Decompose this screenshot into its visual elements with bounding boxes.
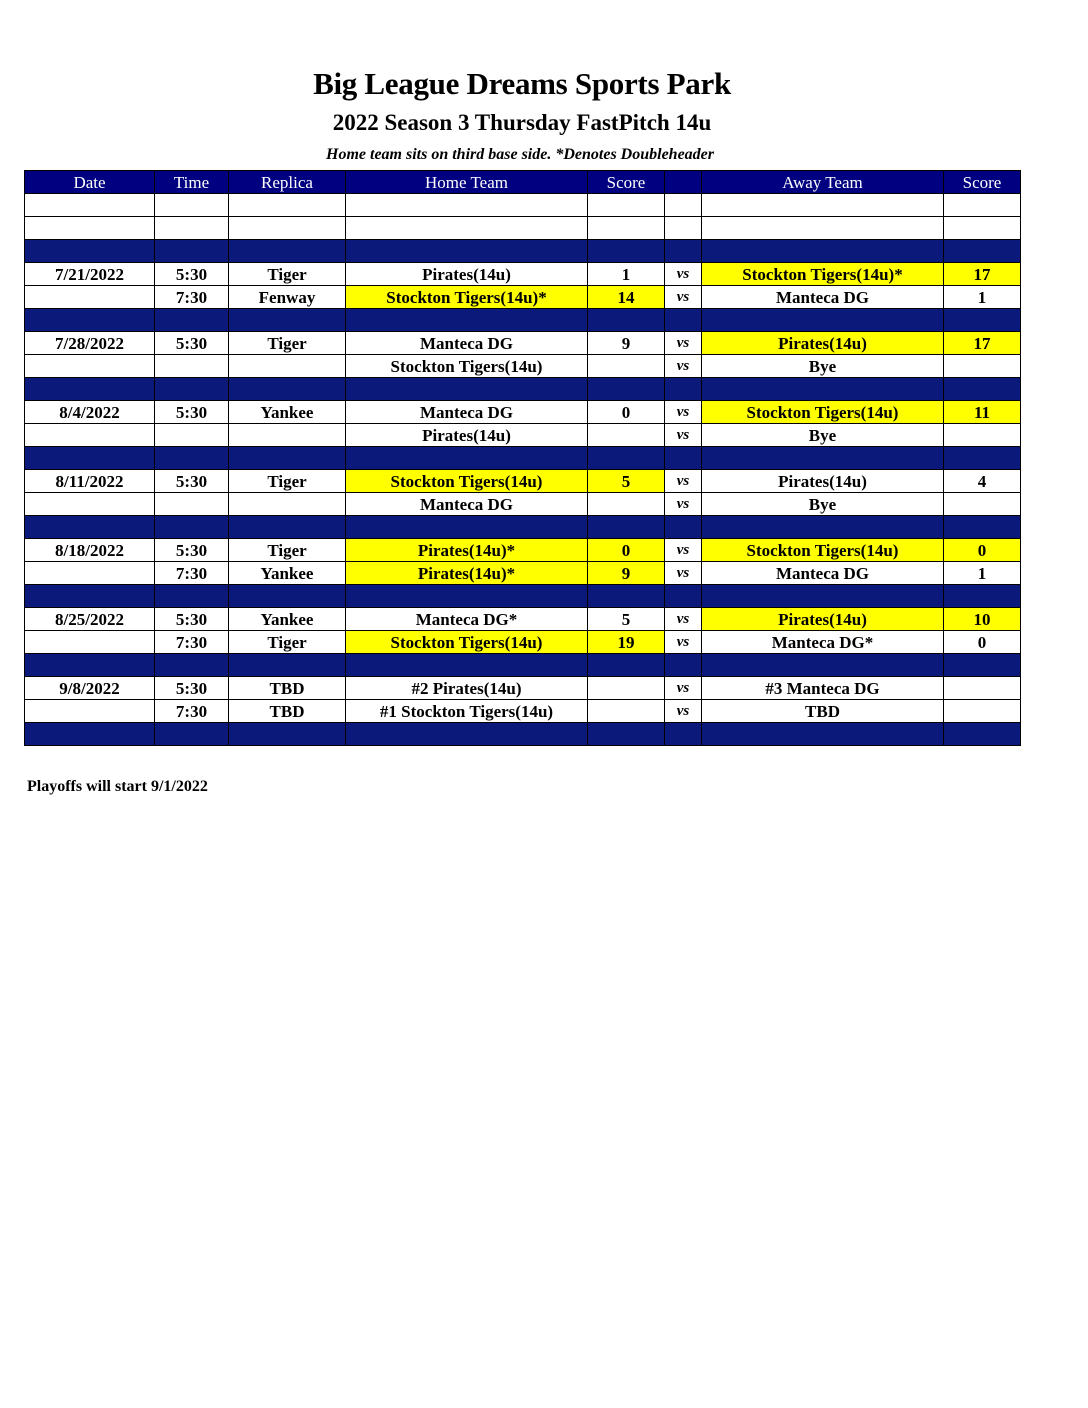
date-cell: 8/25/2022 [25,608,155,631]
separator-cell [588,309,665,332]
away-score-cell: 17 [944,263,1021,286]
date-cell [25,562,155,585]
separator-cell [944,378,1021,401]
time-cell: 7:30 [155,700,229,723]
separator-cell [229,309,346,332]
table-row [25,286,1021,309]
home-team-cell: Pirates(14u)* [346,539,588,562]
separator-cell [944,516,1021,539]
separator-cell [702,447,944,470]
separator-cell [229,516,346,539]
home-team-cell: Manteca DG [346,401,588,424]
separator-cell [229,654,346,677]
separator-cell [25,585,155,608]
replica-cell [229,194,346,217]
header-time: Time [155,171,229,194]
home-team-cell: Pirates(14u)* [346,562,588,585]
away-team-cell: Manteca DG [702,562,944,585]
separator-cell [588,585,665,608]
home-score-cell: 14 [588,286,665,309]
page-subtitle: 2022 Season 3 Thursday FastPitch 14u [332,110,712,135]
home-team-cell: Stockton Tigers(14u)* [346,286,588,309]
separator-cell [25,654,155,677]
home-score-cell [588,217,665,240]
away-score-cell [944,355,1021,378]
vs-cell: vs [665,332,702,355]
separator-row [25,654,1021,677]
header-vs [665,171,702,194]
separator-cell [665,723,702,746]
separator-cell [229,585,346,608]
separator-cell [346,654,588,677]
separator-cell [665,516,702,539]
time-cell [155,493,229,516]
home-score-cell: 0 [588,539,665,562]
date-cell: 8/18/2022 [25,539,155,562]
date-cell [25,424,155,447]
home-team-cell: Stockton Tigers(14u) [346,470,588,493]
separator-row [25,378,1021,401]
away-team-cell: Stockton Tigers(14u)* [702,263,944,286]
away-team-cell: Bye [702,493,944,516]
schedule-table [24,170,1021,746]
home-team-cell: Pirates(14u) [346,424,588,447]
header-away-score: Score [944,171,1021,194]
separator-cell [944,723,1021,746]
header-row [25,171,1021,194]
home-score-cell: 9 [588,562,665,585]
replica-cell: Tiger [229,470,346,493]
home-team-cell [346,194,588,217]
date-cell: 9/8/2022 [25,677,155,700]
vs-cell: vs [665,677,702,700]
replica-cell: Yankee [229,401,346,424]
away-score-cell [944,700,1021,723]
separator-row [25,723,1021,746]
time-cell [155,217,229,240]
away-score-cell: 0 [944,631,1021,654]
table-row [25,401,1021,424]
away-team-cell: Manteca DG* [702,631,944,654]
table-row [25,217,1021,240]
home-score-cell [588,355,665,378]
replica-cell [229,424,346,447]
away-team-cell: #3 Manteca DG [702,677,944,700]
separator-cell [155,309,229,332]
home-team-cell: Stockton Tigers(14u) [346,631,588,654]
replica-cell [229,493,346,516]
home-team-cell: Manteca DG [346,332,588,355]
header-date: Date [25,171,155,194]
time-cell: 5:30 [155,608,229,631]
separator-cell [229,240,346,263]
separator-cell [944,240,1021,263]
separator-cell [702,309,944,332]
separator-cell [25,447,155,470]
vs-cell: vs [665,631,702,654]
away-team-cell [702,194,944,217]
table-row [25,562,1021,585]
separator-cell [25,516,155,539]
away-team-cell: TBD [702,700,944,723]
separator-cell [702,723,944,746]
away-team-cell: Stockton Tigers(14u) [702,539,944,562]
vs-cell [665,194,702,217]
away-score-cell: 1 [944,562,1021,585]
separator-cell [346,240,588,263]
separator-cell [25,378,155,401]
home-team-cell [346,217,588,240]
header-replica: Replica [229,171,346,194]
separator-cell [346,723,588,746]
vs-cell: vs [665,424,702,447]
replica-cell: TBD [229,700,346,723]
home-team-cell: Manteca DG [346,493,588,516]
replica-cell: TBD [229,677,346,700]
vs-cell: vs [665,562,702,585]
separator-cell [346,447,588,470]
time-cell: 7:30 [155,562,229,585]
away-team-cell [702,217,944,240]
replica-cell: Yankee [229,562,346,585]
date-cell [25,493,155,516]
away-score-cell: 0 [944,539,1021,562]
separator-cell [155,447,229,470]
away-team-cell: Bye [702,424,944,447]
replica-cell [229,217,346,240]
vs-cell: vs [665,539,702,562]
table-row [25,631,1021,654]
home-score-cell: 0 [588,401,665,424]
separator-cell [702,240,944,263]
doubleheader-note: Home team sits on third base side. *Denotes Doubleheader [326,146,714,163]
away-score-cell [944,217,1021,240]
date-cell: 8/11/2022 [25,470,155,493]
separator-row [25,447,1021,470]
home-score-cell [588,677,665,700]
home-score-cell [588,424,665,447]
vs-cell: vs [665,263,702,286]
away-team-cell: Pirates(14u) [702,470,944,493]
separator-cell [229,447,346,470]
vs-cell [665,217,702,240]
separator-cell [588,516,665,539]
table-row [25,263,1021,286]
separator-cell [346,309,588,332]
separator-row [25,240,1021,263]
separator-cell [155,654,229,677]
away-team-cell: Bye [702,355,944,378]
vs-cell: vs [665,608,702,631]
table-row [25,608,1021,631]
time-cell: 7:30 [155,631,229,654]
away-score-cell: 1 [944,286,1021,309]
separator-cell [944,309,1021,332]
away-score-cell [944,424,1021,447]
home-score-cell: 9 [588,332,665,355]
separator-row [25,309,1021,332]
vs-cell: vs [665,355,702,378]
home-score-cell: 5 [588,608,665,631]
vs-cell: vs [665,700,702,723]
playoffs-note: Playoffs will start 9/1/2022 [27,778,208,795]
home-score-cell: 19 [588,631,665,654]
replica-cell: Tiger [229,332,346,355]
separator-cell [588,723,665,746]
header-away-team: Away Team [702,171,944,194]
header-home-team: Home Team [346,171,588,194]
home-team-cell: Pirates(14u) [346,263,588,286]
separator-cell [588,447,665,470]
table-row [25,677,1021,700]
header-home-score: Score [588,171,665,194]
time-cell: 5:30 [155,677,229,700]
replica-cell: Tiger [229,631,346,654]
table-row [25,493,1021,516]
time-cell: 5:30 [155,539,229,562]
separator-cell [944,654,1021,677]
home-team-cell: Manteca DG* [346,608,588,631]
separator-cell [229,723,346,746]
replica-cell [229,355,346,378]
separator-cell [155,516,229,539]
separator-cell [665,654,702,677]
separator-cell [25,240,155,263]
away-score-cell [944,194,1021,217]
separator-cell [346,378,588,401]
time-cell: 5:30 [155,470,229,493]
replica-cell: Tiger [229,539,346,562]
date-cell [25,194,155,217]
separator-cell [346,516,588,539]
home-score-cell: 1 [588,263,665,286]
table-row [25,194,1021,217]
away-score-cell: 4 [944,470,1021,493]
table-row [25,355,1021,378]
separator-cell [702,654,944,677]
away-score-cell: 17 [944,332,1021,355]
away-team-cell: Manteca DG [702,286,944,309]
time-cell: 7:30 [155,286,229,309]
separator-cell [155,723,229,746]
separator-cell [702,516,944,539]
time-cell: 5:30 [155,332,229,355]
time-cell: 5:30 [155,401,229,424]
separator-row [25,516,1021,539]
separator-cell [155,378,229,401]
separator-cell [229,378,346,401]
date-cell: 7/28/2022 [25,332,155,355]
separator-cell [588,654,665,677]
separator-cell [944,447,1021,470]
date-cell: 7/21/2022 [25,263,155,286]
separator-cell [665,309,702,332]
vs-cell: vs [665,470,702,493]
home-score-cell [588,700,665,723]
vs-cell: vs [665,493,702,516]
time-cell: 5:30 [155,263,229,286]
table-row [25,424,1021,447]
date-cell [25,286,155,309]
date-cell: 8/4/2022 [25,401,155,424]
date-cell [25,700,155,723]
away-team-cell: Stockton Tigers(14u) [702,401,944,424]
away-team-cell: Pirates(14u) [702,332,944,355]
time-cell [155,194,229,217]
separator-cell [665,378,702,401]
table-row [25,700,1021,723]
away-team-cell: Pirates(14u) [702,608,944,631]
home-score-cell [588,493,665,516]
separator-cell [25,309,155,332]
separator-cell [155,585,229,608]
replica-cell: Tiger [229,263,346,286]
home-score-cell [588,194,665,217]
away-score-cell: 11 [944,401,1021,424]
separator-cell [702,585,944,608]
home-score-cell: 5 [588,470,665,493]
page-title: Big League Dreams Sports Park [313,66,731,101]
replica-cell: Yankee [229,608,346,631]
separator-cell [702,378,944,401]
separator-cell [665,447,702,470]
away-score-cell [944,493,1021,516]
table-row [25,470,1021,493]
table-row [25,539,1021,562]
separator-cell [944,585,1021,608]
time-cell [155,424,229,447]
home-team-cell: Stockton Tigers(14u) [346,355,588,378]
separator-cell [665,585,702,608]
separator-cell [665,240,702,263]
away-score-cell [944,677,1021,700]
date-cell [25,631,155,654]
home-team-cell: #2 Pirates(14u) [346,677,588,700]
separator-cell [346,585,588,608]
separator-cell [588,378,665,401]
time-cell [155,355,229,378]
separator-cell [25,723,155,746]
date-cell [25,355,155,378]
date-cell [25,217,155,240]
separator-row [25,585,1021,608]
table-row [25,332,1021,355]
vs-cell: vs [665,286,702,309]
away-score-cell: 10 [944,608,1021,631]
separator-cell [588,240,665,263]
home-team-cell: #1 Stockton Tigers(14u) [346,700,588,723]
separator-cell [155,240,229,263]
schedule-body [25,194,1021,746]
replica-cell: Fenway [229,286,346,309]
vs-cell: vs [665,401,702,424]
